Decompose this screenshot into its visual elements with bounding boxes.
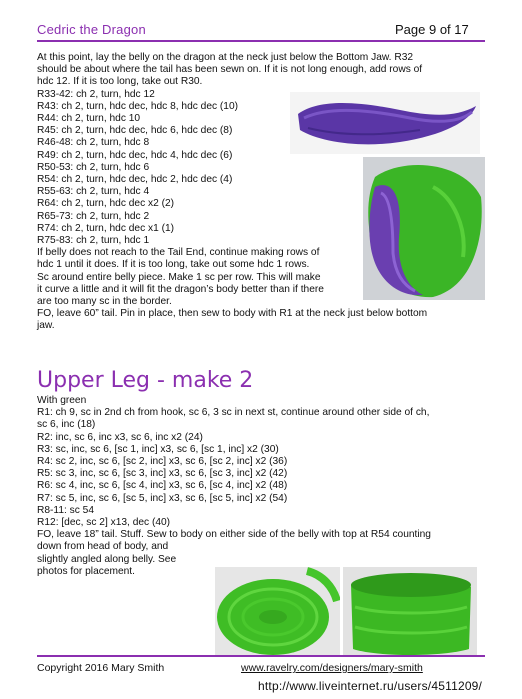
text-line: R65-73: ch 2, turn, hdc 2 (37, 210, 150, 222)
upper-leg-oval-photo (215, 567, 340, 655)
header-divider (37, 40, 485, 42)
text-line: R64: ch 2, turn, hdc dec x2 (2) (37, 198, 175, 210)
text-line: If belly does not reach to the Tail End, continue making rows of (37, 247, 320, 259)
text-line: R12: [dec, sc 2] x13, dec (40) (37, 517, 171, 529)
upper-leg-instructions (37, 395, 502, 578)
text-line: slightly angled along belly. See (37, 553, 177, 565)
text-line: R33-42: ch 2, turn, hdc 12 (37, 88, 155, 100)
text-line: R50-53: ch 2, turn, hdc 6 (37, 161, 150, 173)
text-line: jaw. (37, 320, 55, 332)
designer-link[interactable]: www.ravelry.com/designers/mary-smith (241, 662, 423, 674)
text-line: R8-11: sc 54 (37, 504, 95, 516)
text-line: should be about where the tail has been sewn on. If it is not long enough, add rows of (37, 64, 423, 76)
text-line: With green (37, 395, 87, 406)
text-line: R49: ch 2, turn, hdc dec, hdc 4, hdc dec (6) (37, 149, 233, 161)
text-line: Sc around entire belly piece. Make 1 sc per row. This will make (37, 271, 321, 283)
section-heading: Upper Leg - make 2 (37, 368, 254, 393)
text-line: sc 6, inc (18) (37, 419, 96, 431)
text-line: FO, leave 18” tail. Stuff. Sew to body on either side of the belly with top at R54 counting (37, 529, 431, 541)
text-line: R7: sc 5, inc, sc 6, [sc 5, inc] x3, sc 6, [sc 5, inc] x2 (54) (37, 492, 288, 504)
text-line: At this point, lay the belly on the dragon at the neck just below the Bottom Jaw. R32 (37, 52, 414, 63)
text-line: hdc 1 until it does. If it is too long, take out some hdc 1 rows. (37, 259, 310, 271)
belly-on-body-photo (363, 157, 485, 300)
belly-piece-photo (290, 92, 480, 154)
document-title: Cedric the Dragon (37, 22, 146, 37)
text-line: R44: ch 2, turn, hdc 10 (37, 113, 141, 125)
text-line: R6: sc 4, inc, sc 6, [sc 4, inc] x3, sc 6, [sc 4, inc] x2 (48) (37, 480, 288, 492)
text-line: hdc 12. If it is too long, take out R30. (37, 76, 203, 88)
page-number: Page 9 of 17 (395, 22, 469, 37)
text-line: R54: ch 2, turn, hdc dec, hdc 2, hdc dec (4) (37, 174, 233, 186)
text-line: R43: ch 2, turn, hdc dec, hdc 8, hdc dec (10) (37, 100, 239, 112)
text-line: R75-83: ch 2, turn, hdc 1 (37, 235, 150, 247)
text-line: down from head of body, and (37, 541, 169, 553)
text-line: R1: ch 9, sc in 2nd ch from hook, sc 6, 3 sc in next st, continue around other side of ch, (37, 407, 430, 419)
text-line: R46-48: ch 2, turn, hdc 8 (37, 137, 150, 149)
text-line: R4: sc 2, inc, sc 6, [sc 2, inc] x3, sc 6, [sc 2, inc] x2 (36) (37, 456, 288, 468)
text-line: R74: ch 2, turn, hdc dec x1 (1) (37, 222, 175, 234)
text-line: R5: sc 3, inc, sc 6, [sc 3, inc] x3, sc 6, [sc 3, inc] x2 (42) (37, 468, 288, 480)
text-line: R55-63: ch 2, turn, hdc 4 (37, 186, 150, 198)
upper-leg-cup-photo (343, 567, 477, 655)
text-line: are too many sc in the border. (37, 296, 172, 308)
text-line: it curve a little and it will fit the dragon’s body better than if there (37, 283, 324, 295)
text-line: R2: inc, sc 6, inc x3, sc 6, inc x2 (24) (37, 431, 203, 443)
text-line: R45: ch 2, turn, hdc dec, hdc 6, hdc dec (8) (37, 125, 233, 137)
text-line: photos for placement. (37, 565, 135, 577)
copyright-text: Copyright 2016 Mary Smith (37, 662, 165, 674)
watermark-url: http://www.liveinternet.ru/users/4511209/ (258, 679, 483, 693)
text-line: FO, leave 60” tail. Pin in place, then sew to body with R1 at the neck just below bottom (37, 308, 428, 320)
footer-divider (37, 655, 485, 657)
text-line: R3: sc, inc, sc 6, [sc 1, inc] x3, sc 6, [sc 1, inc] x2 (30) (37, 443, 279, 455)
